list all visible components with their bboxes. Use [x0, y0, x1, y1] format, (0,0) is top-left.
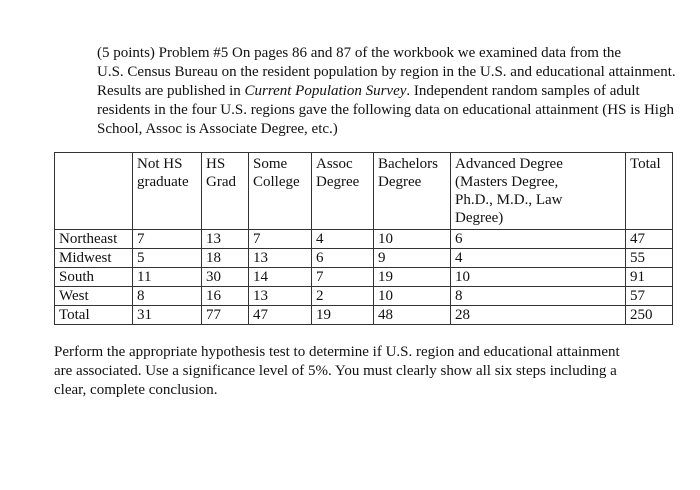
table-cell: 48	[374, 306, 451, 325]
column-header-line: Some	[253, 156, 288, 172]
column-header-line: Grad	[206, 174, 236, 190]
prompt-line: clear, complete conclusion.	[54, 382, 218, 398]
survey-title: Current Population Survey	[244, 83, 407, 99]
column-header-line: Degree	[316, 174, 360, 190]
table-row	[55, 306, 673, 325]
column-header	[133, 153, 202, 230]
table-row	[55, 249, 673, 268]
table-cell: 91	[626, 268, 673, 287]
table-cell: 13	[249, 287, 312, 306]
problem-statement	[53, 44, 675, 139]
table-cell: 11	[133, 268, 202, 287]
column-header-line: Not HS	[137, 156, 183, 172]
column-header	[374, 153, 451, 230]
table-cell: 6	[312, 249, 374, 268]
table-cell: 47	[249, 306, 312, 325]
table-cell: 30	[202, 268, 249, 287]
table-cell: 19	[312, 306, 374, 325]
table-cell: 55	[626, 249, 673, 268]
column-header-line: Advanced Degree	[455, 156, 563, 172]
row-label: Total	[55, 306, 133, 325]
table-cell: 13	[249, 249, 312, 268]
row-label: West	[55, 287, 133, 306]
table-cell: 10	[374, 230, 451, 249]
column-header	[249, 153, 312, 230]
table-cell: 6	[451, 230, 626, 249]
prompt-line: Perform the appropriate hypothesis test to determine if U.S. region and educational attainment	[54, 344, 620, 360]
column-header	[626, 153, 673, 230]
column-header-line: College	[253, 174, 300, 190]
task-prompt	[54, 343, 674, 400]
column-header	[312, 153, 374, 230]
table-cell: 250	[626, 306, 673, 325]
table-cell: 8	[451, 287, 626, 306]
intro-line: U.S. Census Bureau on the resident population by region in the U.S. and educational attainment.	[97, 64, 676, 80]
table-cell: 5	[133, 249, 202, 268]
table-cell: 7	[312, 268, 374, 287]
row-label: South	[55, 268, 133, 287]
column-header-line: Assoc	[316, 156, 353, 172]
row-label: Midwest	[55, 249, 133, 268]
column-header-line: (Masters Degree,	[455, 174, 559, 190]
intro-line: (5 points) Problem #5 On pages 86 and 87 of the workbook we examined data from the	[97, 45, 622, 61]
intro-line: residents in the four U.S. regions gave the following data on educational attainment (HS is High	[97, 102, 674, 118]
header-row	[55, 153, 673, 230]
table-cell: 47	[626, 230, 673, 249]
table-row	[55, 230, 673, 249]
column-header-line: Ph.D., M.D., Law	[455, 192, 563, 208]
intro-line: School, Assoc is Associate Degree, etc.)	[97, 121, 338, 137]
table-cell: 2	[312, 287, 374, 306]
column-header-line: Bachelors	[378, 156, 438, 172]
table-cell: 7	[249, 230, 312, 249]
table-cell: 16	[202, 287, 249, 306]
table-row	[55, 268, 673, 287]
row-label: Northeast	[55, 230, 133, 249]
intro-line	[53, 82, 675, 101]
table-body	[55, 153, 673, 325]
column-header	[55, 153, 133, 230]
table-cell: 8	[133, 287, 202, 306]
column-header-line: Degree	[378, 174, 422, 190]
column-header-line: graduate	[137, 174, 189, 190]
column-header-line: Total	[630, 156, 661, 172]
table-cell: 4	[312, 230, 374, 249]
column-header-line: HS	[206, 156, 226, 172]
column-header	[202, 153, 249, 230]
intro-text: Results are published in	[97, 83, 245, 99]
intro-text: . Independent random samples of adult	[406, 83, 640, 99]
table-cell: 10	[451, 268, 626, 287]
education-region-table	[54, 152, 673, 325]
table-cell: 4	[451, 249, 626, 268]
table-cell: 13	[202, 230, 249, 249]
table-cell: 9	[374, 249, 451, 268]
column-header-line: Degree)	[455, 210, 504, 226]
table-cell: 10	[374, 287, 451, 306]
table-cell: 31	[133, 306, 202, 325]
column-header	[451, 153, 626, 230]
table-cell: 57	[626, 287, 673, 306]
table-cell: 19	[374, 268, 451, 287]
table-cell: 14	[249, 268, 312, 287]
table-row	[55, 287, 673, 306]
table-cell: 7	[133, 230, 202, 249]
prompt-line: are associated. Use a significance level of 5%. You must clearly show all six steps including a	[54, 363, 617, 379]
table-cell: 18	[202, 249, 249, 268]
table-cell: 77	[202, 306, 249, 325]
table-cell: 28	[451, 306, 626, 325]
